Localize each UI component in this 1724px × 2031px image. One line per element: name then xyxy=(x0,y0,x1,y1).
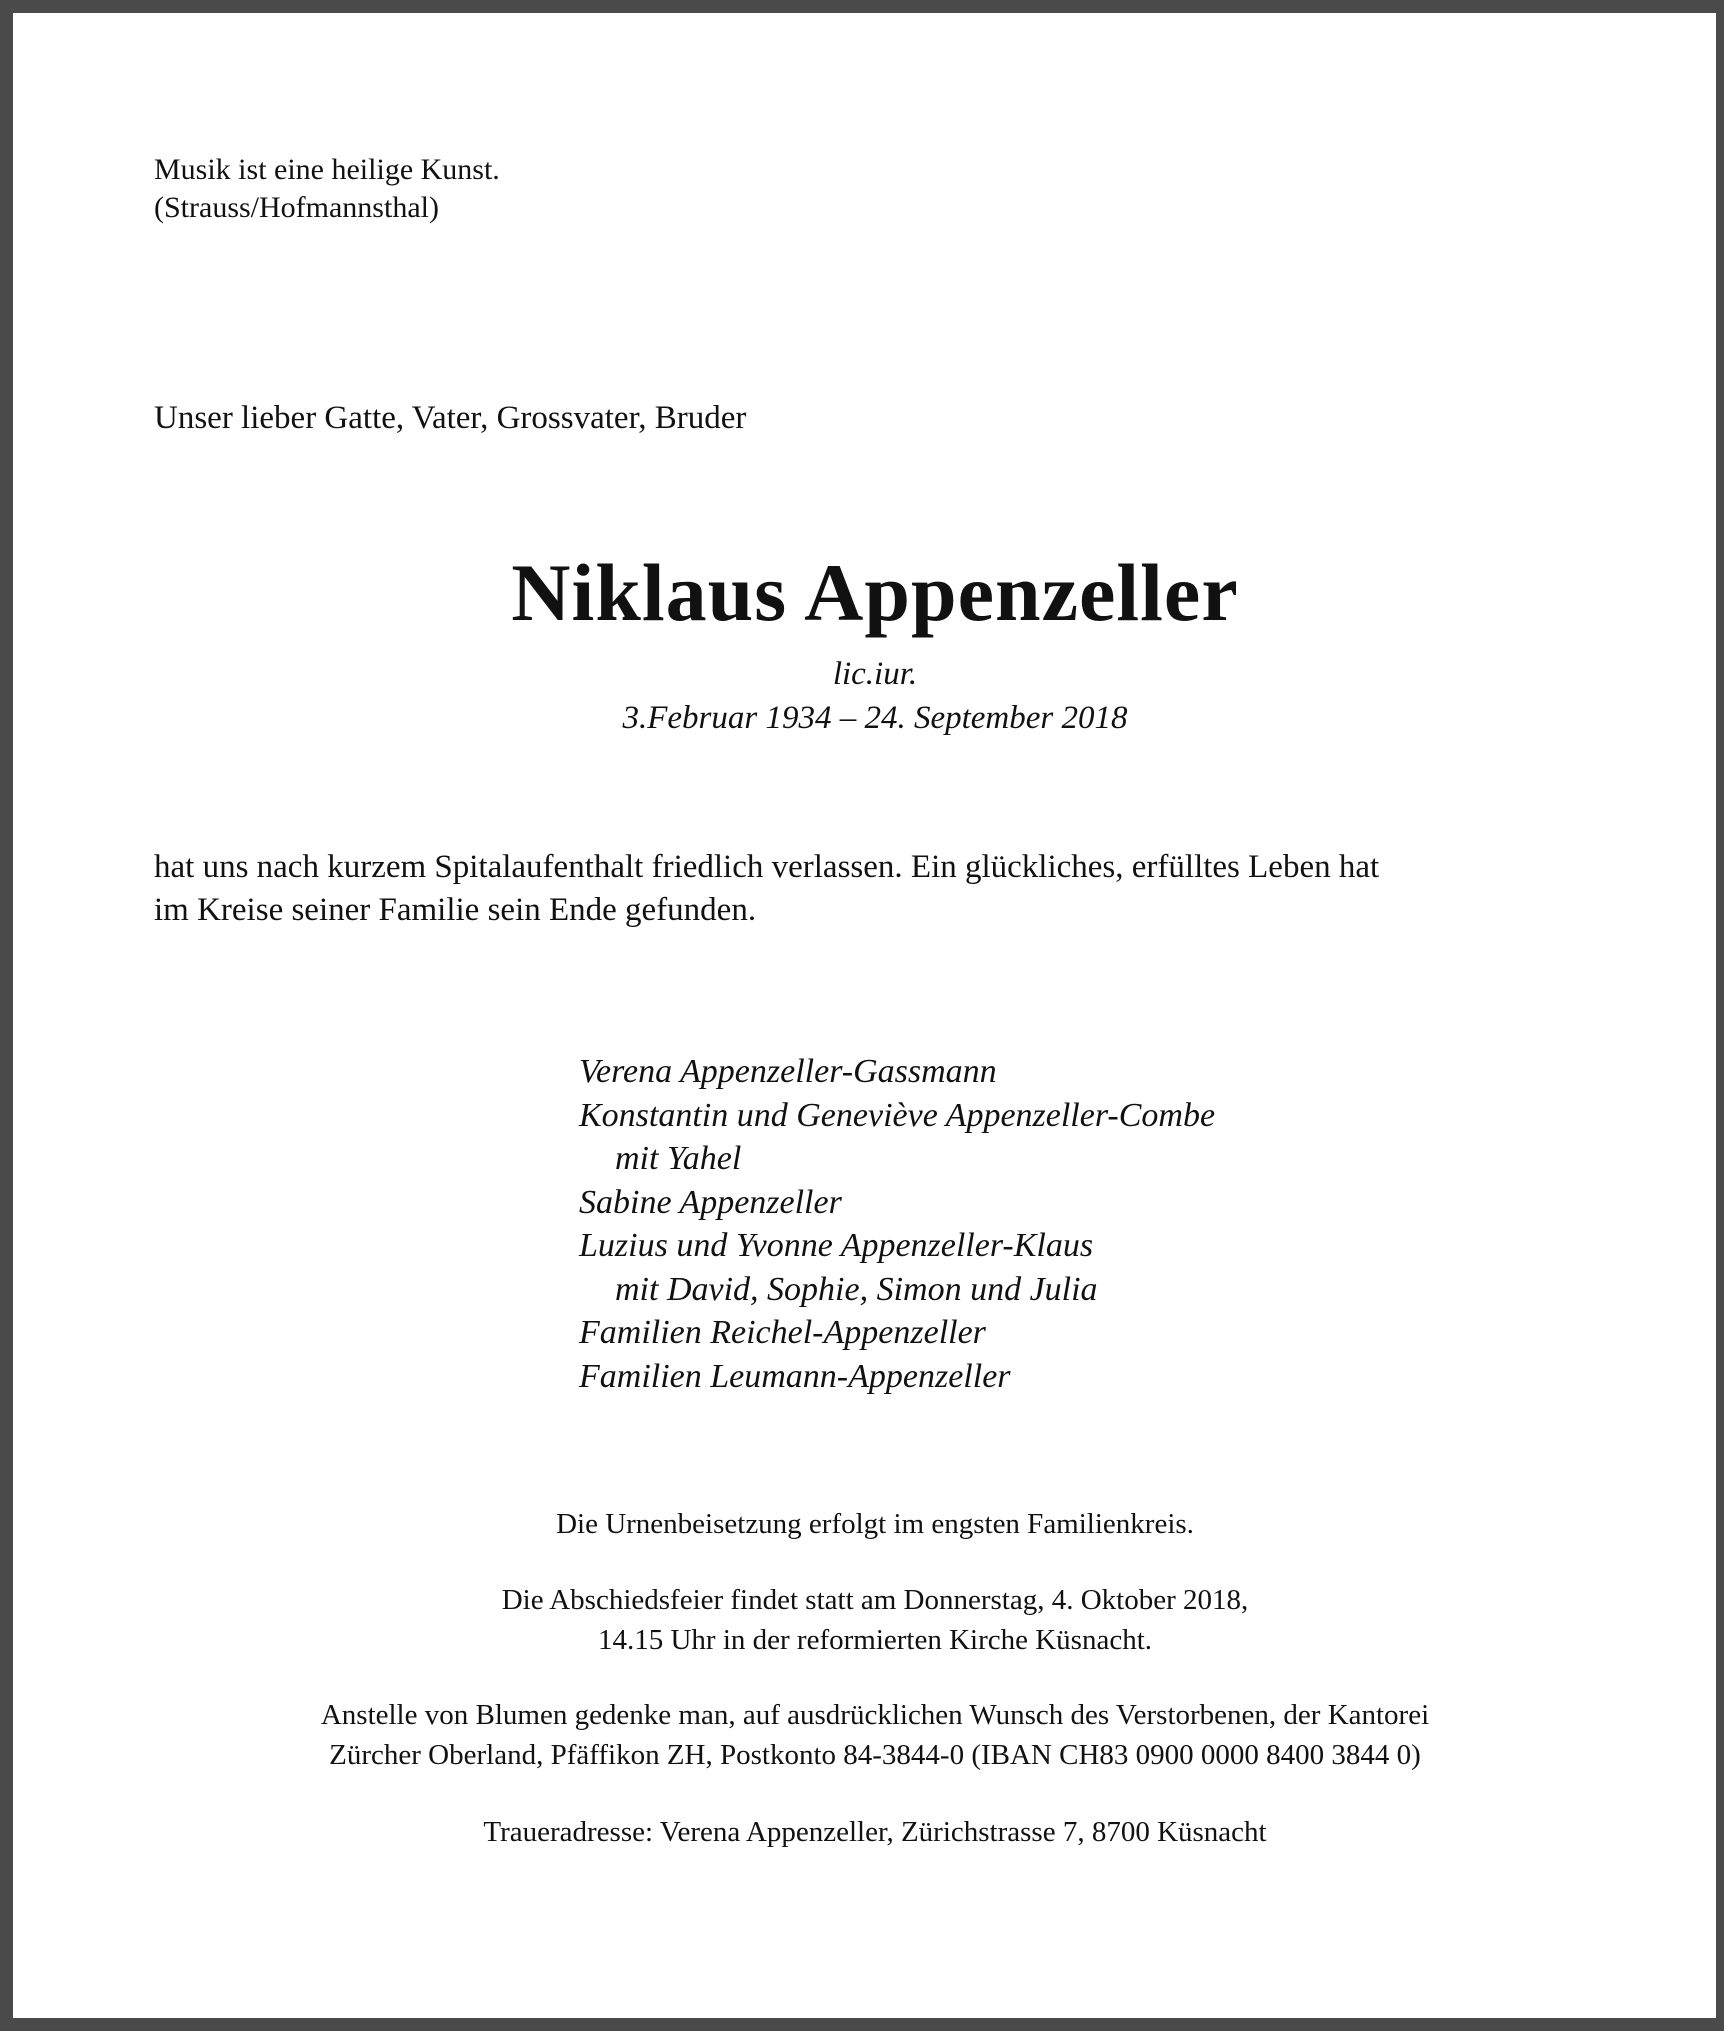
message-text xyxy=(154,846,1624,932)
message-line: im Kreise seiner Familie sein Ende gefunden. xyxy=(154,892,757,928)
message-line: hat uns nach kurzem Spitalaufenthalt friedlich verlassen. Ein glückliches, erfülltes Leben hat xyxy=(154,849,1380,885)
ceremony-line: Die Abschiedsfeier findet statt am Donnerstag, 4. Oktober 2018, xyxy=(501,1584,1249,1616)
motto-quote xyxy=(154,151,500,227)
donation-line: Zürcher Oberland, Pfäffikon ZH, Postkonto 84-3844-0 (IBAN CH83 0900 0000 8400 3844 0) xyxy=(329,1739,1421,1771)
mourner-name: Familien Leumann-Appenzeller xyxy=(579,1357,1011,1395)
mourners-list xyxy=(579,1050,1215,1398)
mourner-name: Familien Reichel-Appenzeller xyxy=(579,1314,986,1351)
deceased-title: lic.iur. xyxy=(832,656,918,692)
mourner-name: mit Yahel xyxy=(615,1140,742,1177)
mourner-name: mit David, Sophie, Simon und Julia xyxy=(615,1270,1098,1308)
mourner-name: Konstantin und Geneviève Appenzeller-Combe xyxy=(579,1096,1216,1134)
ceremony-line: 14.15 Uhr in der reformierten Kirche Küsnacht. xyxy=(597,1624,1153,1656)
donation-line: Anstelle von Blumen gedenke man, auf ausdrücklichen Wunsch des Verstorbenen, der Kantorei xyxy=(320,1699,1430,1731)
deceased-dates: 3.Februar 1934 – 24. September 2018 xyxy=(622,700,1128,736)
motto-attribution: (Strauss/Hofmannsthal) xyxy=(154,191,439,224)
intro-line: Unser lieber Gatte, Vater, Grossvater, Bruder xyxy=(154,400,747,436)
donation-notice xyxy=(13,1695,1724,1775)
burial-notice: Die Urnenbeisetzung erfolgt im engsten Familienkreis. xyxy=(556,1508,1194,1540)
mourner-name: Luzius und Yvonne Appenzeller-Klaus xyxy=(579,1227,1094,1264)
mourner-name: Verena Appenzeller-Gassmann xyxy=(579,1053,997,1090)
motto-line: Musik ist eine heilige Kunst. xyxy=(154,153,500,186)
deceased-name: Niklaus Appenzeller xyxy=(511,547,1239,638)
mourning-address: Traueradresse: Verena Appenzeller, Zürichstrasse 7, 8700 Küsnacht xyxy=(483,1816,1267,1848)
mourner-name: Sabine Appenzeller xyxy=(579,1183,842,1221)
ceremony-notice xyxy=(13,1580,1724,1660)
